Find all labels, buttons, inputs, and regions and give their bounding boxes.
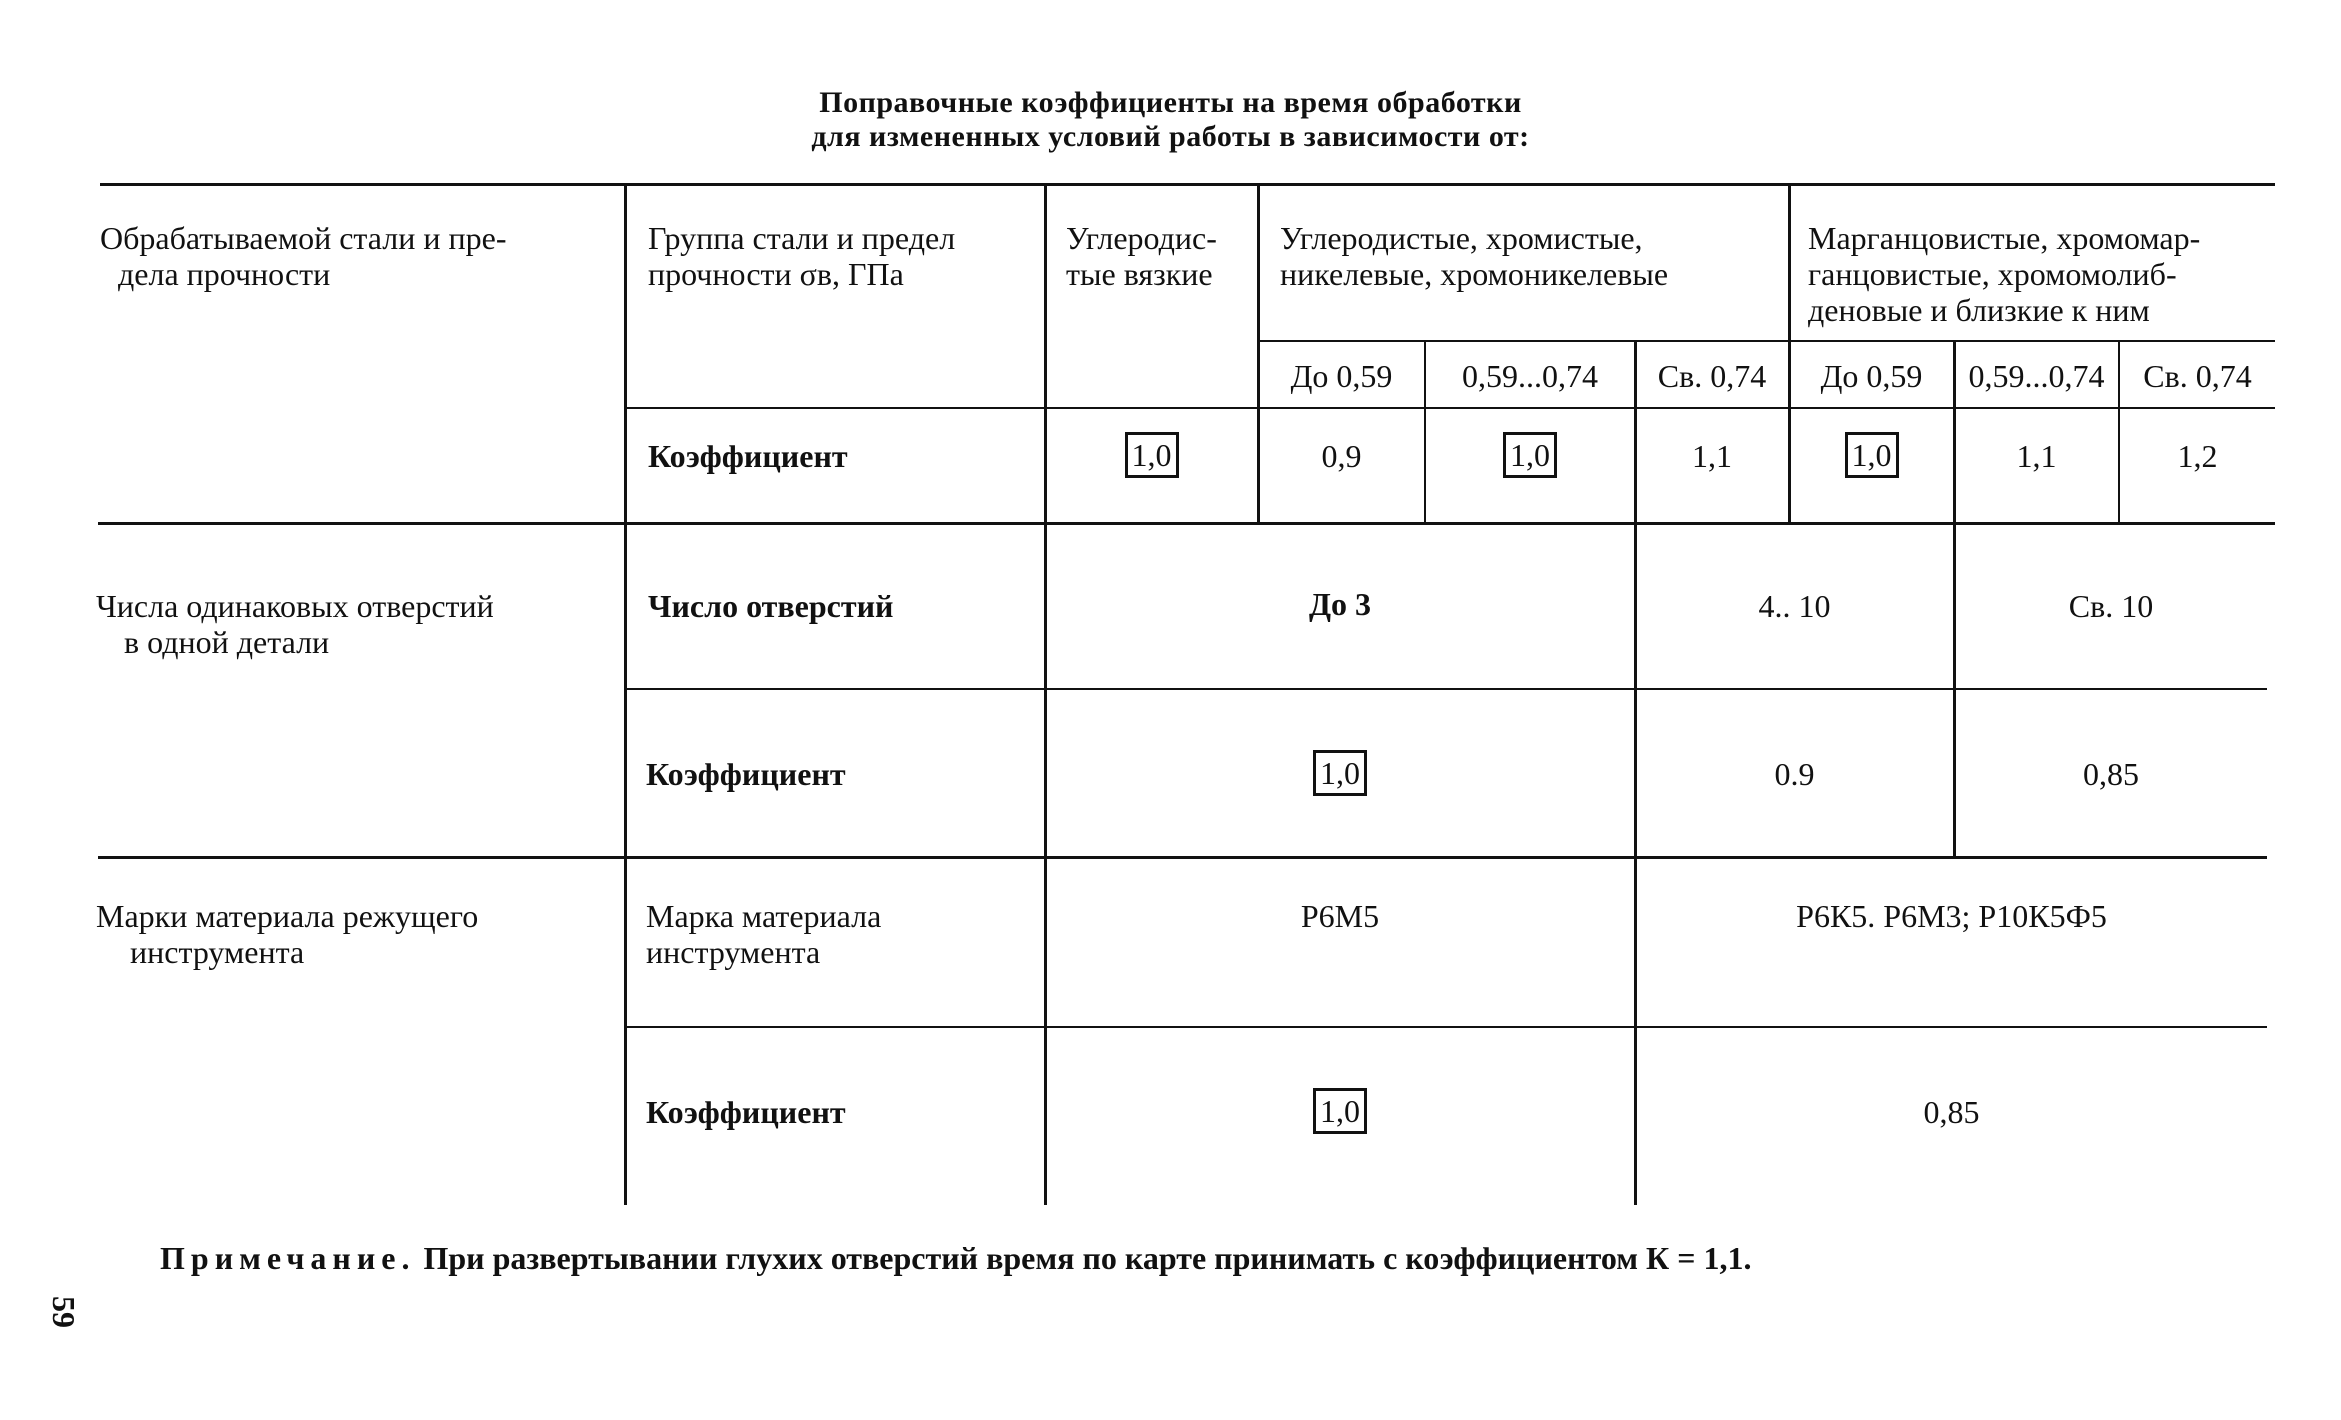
s3-coef-label: Коэффициент <box>646 1094 846 1130</box>
s3-coef-1 <box>1046 1088 1634 1134</box>
page-number: 59 <box>46 1296 82 1328</box>
s1-range-5: 0,59...0,74 <box>1968 358 2105 394</box>
s1-col-carbon-viscous: Углеродис- тые вязкие <box>1066 220 1217 292</box>
header-subdivider <box>1258 340 2275 342</box>
s2-coef-1-boxed: 1,0 <box>1313 750 1367 796</box>
factor-column-border <box>624 185 627 1205</box>
s1-range-6: Св. 0,74 <box>2143 358 2252 394</box>
s1-coef-5 <box>1790 432 1953 478</box>
s1-coef-5-boxed: 1,0 <box>1845 432 1899 478</box>
section-3-middle <box>625 1026 2267 1028</box>
range-row-divider <box>625 407 2275 409</box>
s3-material-1: Р6М5 <box>1300 898 1380 934</box>
s2-count-2: 4.. 10 <box>1758 588 1831 624</box>
label-column-border <box>1044 185 1047 1205</box>
table-title-line-1: Поправочные коэффициенты на время обработки <box>819 86 1522 119</box>
s1-coef-4: 1,1 <box>1692 438 1732 474</box>
section-1-bottom <box>98 522 2275 525</box>
section-2-middle <box>625 688 2267 690</box>
s1-coef-2: 0,9 <box>1321 438 1362 474</box>
s1-coef-label: Коэффициент <box>648 438 848 474</box>
s3-factor-label: Марки материала режущего инструмента <box>96 898 479 970</box>
s1-coef-1-boxed: 1,0 <box>1125 432 1179 478</box>
s1-coef-3-boxed: 1,0 <box>1503 432 1557 478</box>
table-title <box>0 86 2341 154</box>
s1-range-3: Св. 0,74 <box>1657 358 1767 394</box>
s1-coef-7: 1,2 <box>2177 438 2218 474</box>
s3-coef-2: 0,85 <box>1923 1094 1980 1130</box>
table-top-border <box>100 183 2275 186</box>
s2-coef-label: Коэффициент <box>646 756 846 792</box>
s3-material-2: Р6К5. Р6М3; Р10К5Ф5 <box>1796 898 2107 934</box>
table-note <box>160 1240 1751 1276</box>
s2-coef-3: 0,85 <box>2083 756 2139 792</box>
s1-group-header: Группа стали и предел прочности σв, ГПа <box>648 220 956 292</box>
s1-factor-label: Обрабатываемой стали и пре- дела прочности <box>100 220 507 292</box>
s1-col-carbon-chrome: Углеродистые, хромистые, никелевые, хромоникелевые <box>1280 220 1669 292</box>
s3-material-label: Марка материала инструмента <box>646 898 882 970</box>
s1-range-1: До 0,59 <box>1290 358 1393 394</box>
s3-coef-1-boxed: 1,0 <box>1313 1088 1367 1134</box>
s1-range-4: До 0,59 <box>1820 358 1923 394</box>
s1-range-2: 0,59...0,74 <box>1462 358 1598 394</box>
s2-factor-label: Числа одинаковых отверстий в одной детали <box>96 588 494 660</box>
s2-coef-1 <box>1046 750 1634 796</box>
section-2-bottom <box>98 856 2267 859</box>
s2-count-label: Число отверстий <box>648 588 894 624</box>
note-text: При развертывании глухих отверстий время по карте принимать с коэффициентом К = 1,1. <box>423 1240 1752 1276</box>
s2-count-3: Св. 10 <box>2068 588 2154 624</box>
s1-coef-6: 1,1 <box>2016 438 2057 474</box>
s1-col-manganese: Марганцовистые, хромомар- ганцовистые, хромомолиб- деновые и близкие к ним <box>1808 220 2201 328</box>
s2-coef-2: 0.9 <box>1774 756 1815 792</box>
s1-coef-3 <box>1426 432 1634 478</box>
table-title-line-2: для измененных условий работы в зависимости от: <box>811 120 1530 153</box>
s2-count-1: До 3 <box>1308 586 1371 622</box>
s1-coef-1 <box>1046 432 1257 478</box>
note-prefix: Примечание. <box>160 1240 416 1276</box>
